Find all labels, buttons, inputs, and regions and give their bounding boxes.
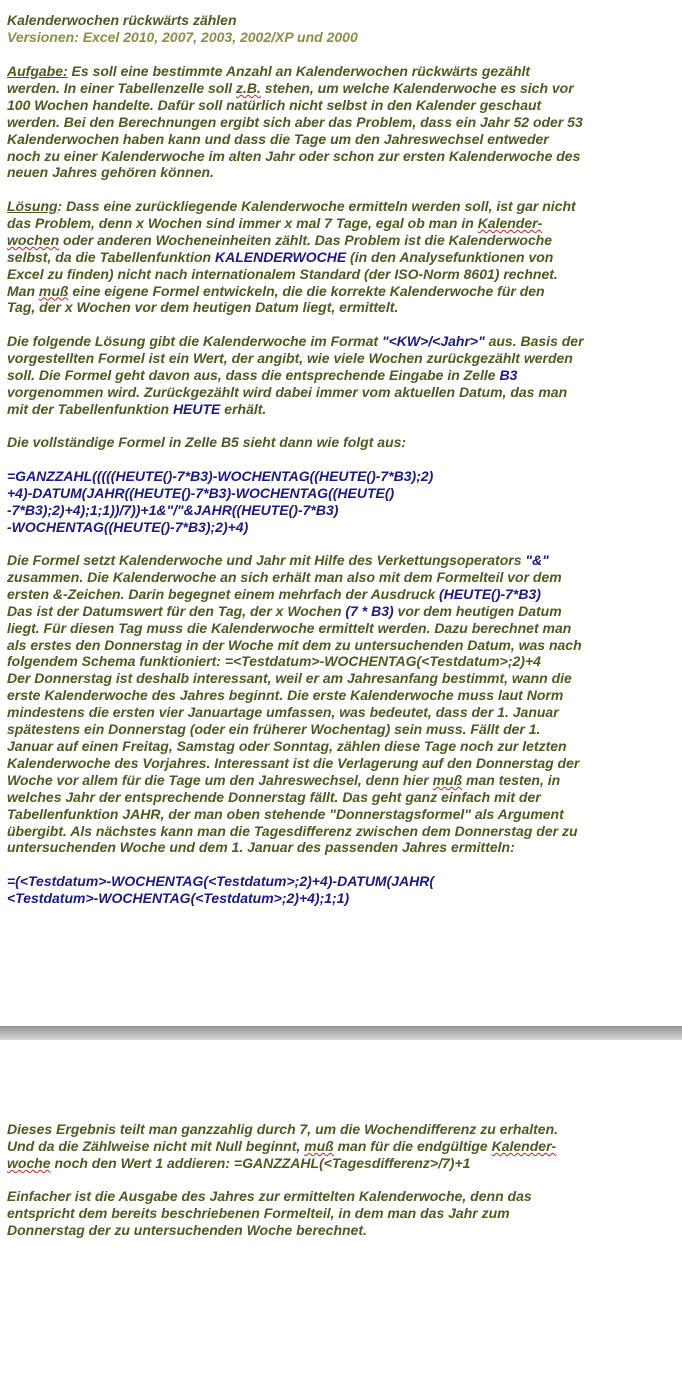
format-string: "<KW>/<Jahr>" xyxy=(381,333,485,349)
solution-text: : Dass eine zurückliegende Kalenderwoche ermitteln werden soll, ist gar nicht xyxy=(57,198,576,214)
body-text: Januar auf einen Freitag, Samstag oder Sonntag, zählen diese Tage noch zur letzten xyxy=(7,737,567,754)
explanation-paragraph xyxy=(7,552,679,856)
day-difference-formula xyxy=(7,873,679,907)
thursday-formula: =<Testdatum>-WOCHENTAG(<Testdatum>;2)+4 xyxy=(224,653,541,670)
body-text: Donnerstag der zu untersuchenden Woche berechnet. xyxy=(7,1221,367,1238)
body-text: man testen, in xyxy=(462,771,561,788)
spell-marked-word: muß xyxy=(38,282,69,299)
function-name: KALENDERWOCHE xyxy=(214,248,347,265)
solution-text: eine eigene Formel entwickeln, die die korrekte Kalenderwoche für den xyxy=(68,282,545,299)
formula-expression: (HEUTE()-7*B3) xyxy=(439,585,541,602)
version-subtitle: Versionen: Excel 2010, 2007, 2003, 2002/XP und 2000 xyxy=(7,28,358,45)
year-paragraph xyxy=(7,1188,679,1239)
task-text: werden. Bei den Berechnungen ergibt sich aber das Problem, dass ein Jahr 52 oder 53 xyxy=(7,113,583,130)
body-text: soll. Die Formel geht davon aus, dass die entsprechende Eingabe in Zelle xyxy=(7,366,500,383)
spell-marked-word: Kalender- xyxy=(477,214,543,231)
solution-text: Man xyxy=(7,282,39,299)
task-paragraph xyxy=(7,63,679,181)
body-text: vor dem heutigen Datum xyxy=(393,602,562,619)
body-text: als erstes den Donnerstag in der Woche mit dem zu untersuchenden Datum, was nach xyxy=(7,636,582,653)
solution-text: Excel zu finden) nicht nach internationalem Standard (der ISO-Norm 8601) rechnet. xyxy=(7,265,558,282)
formula-intro-paragraph xyxy=(7,434,679,451)
formula-line: +4)-DATUM(JAHR((HEUTE()-7*B3)-WOCHENTAG((HEUTE() xyxy=(7,484,395,501)
cell-reference: B3 xyxy=(499,366,518,383)
task-text: Es soll eine bestimmte Anzahl an Kalenderwochen rückwärts gezählt xyxy=(67,63,531,79)
task-text: stehen, um welche Kalenderwoche es sich vor xyxy=(260,79,574,96)
body-text: erhält. xyxy=(220,400,267,417)
solution-text: (in den Analysefunktionen von xyxy=(346,248,554,265)
formula-line: -7*B3);2)+4);1;1))/7))+1&"/"&JAHR((HEUTE()-7*B3) xyxy=(7,501,339,518)
body-text: Die Formel setzt Kalenderwoche und Jahr mit Hilfe des Verkettungsoperators xyxy=(7,552,526,568)
spell-marked-word: woche xyxy=(7,1154,51,1171)
spell-marked-word: muß xyxy=(432,771,463,788)
task-text: Kalenderwochen haben kann und dass die Tage um den Jahreswechsel entweder xyxy=(7,130,549,147)
body-text: vorgestellten Formel ist ein Wert, der angibt, wie viele Wochen zurückgezählt werden xyxy=(7,349,573,366)
solution-label: Lösung xyxy=(7,198,58,214)
body-text: entspricht dem bereits beschriebenen Formelteil, in dem man das Jahr zum xyxy=(7,1204,510,1221)
body-text: übergibt. Als nächstes kann man die Tagesdifferenz zwischen dem Donnerstag der zu xyxy=(7,822,578,839)
body-text: spätestens ein Donnerstag (oder ein früherer Wochentag) sein muss. Fällt der 1. xyxy=(7,721,541,738)
task-label: Aufgabe: xyxy=(7,63,68,79)
body-text: untersuchenden Woche und dem 1. Januar des passenden Jahres ermitteln: xyxy=(7,839,515,856)
body-text: folgendem Schema funktioniert: xyxy=(7,653,225,670)
formula-expression: (7 * B3) xyxy=(345,602,394,619)
solution-paragraph xyxy=(7,198,679,316)
body-text: vorgenommen wird. Zurückgezählt wird dabei immer vom aktuellen Datum, das man xyxy=(7,383,568,400)
body-text: Die folgende Lösung gibt die Kalenderwoche im Format xyxy=(7,333,382,349)
body-text: Woche vor allem für die Tage um den Jahreswechsel, denn hier xyxy=(7,771,433,788)
body-text: ersten &-Zeichen. Darin begegnet einem mehrfach der Ausdruck xyxy=(7,585,440,602)
page-title: Kalenderwochen rückwärts zählen xyxy=(7,12,237,28)
body-text: zusammen. Die Kalenderwoche an sich erhält man also mit dem Formelteil vor dem xyxy=(7,568,562,585)
body-text: liegt. Für diesen Tag muss die Kalenderwoche ermittelt werden. Dazu berechnet man xyxy=(7,619,572,636)
spell-marked-word: wochen xyxy=(7,231,60,248)
body-text: Einfacher ist die Ausgabe des Jahres zur ermittelten Kalenderwoche, denn das xyxy=(7,1188,532,1204)
spell-marked-word: z.B. xyxy=(236,79,261,96)
body-text: erste Kalenderwoche des Jahres beginnt. Die erste Kalenderwoche muss laut Norm xyxy=(7,687,564,704)
task-text: 100 Wochen handelte. Dafür soll natürlich nicht selbst in den Kalender geschaut xyxy=(7,96,542,113)
task-text: noch zu einer Kalenderwoche im alten Jahr oder schon zur ersten Kalenderwoche des xyxy=(7,147,581,164)
solution-text: selbst, da die Tabellenfunktion xyxy=(7,248,215,265)
task-text: neuen Jahres gehören können. xyxy=(7,164,214,181)
task-text: werden. In einer Tabellenzelle soll xyxy=(7,79,236,96)
body-text: aus. Basis der xyxy=(484,333,584,349)
operator-string: "&" xyxy=(525,552,549,568)
full-formula xyxy=(7,468,679,536)
body-text: mindestens die ersten vier Januartage umfassen, was bedeutet, dass der 1. Januar xyxy=(7,704,559,721)
formula-line: =(<Testdatum>-WOCHENTAG(<Testdatum>;2)+4)-DATUM(JAHR( xyxy=(7,873,435,889)
body-text: Die vollständige Formel in Zelle B5 sieht dann wie folgt aus: xyxy=(7,434,407,450)
spell-marked-word: Kalender- xyxy=(491,1137,557,1154)
formula-line: <Testdatum>-WOCHENTAG(<Testdatum>;2)+4);1;1) xyxy=(7,889,350,906)
body-text: Tabellenfunktion JAHR, der man oben stehende "Donnerstagsformel" als Argument xyxy=(7,805,564,822)
function-name: HEUTE xyxy=(172,400,221,417)
header-block xyxy=(7,12,679,46)
body-text: welches Jahr der entsprechende Donnerstag fällt. Das geht ganz einfach mit der xyxy=(7,788,541,805)
format-paragraph xyxy=(7,333,679,418)
body-text: Der Donnerstag ist deshalb interessant, weil er am Jahresanfang bestimmt, wann die xyxy=(7,670,572,687)
body-text: Dieses Ergebnis teilt man ganzzahlig durch 7, um die Wochendifferenz zu erhalten. xyxy=(7,1121,559,1137)
solution-text: oder anderen Wocheneinheiten zählt. Das Problem ist die Kalenderwoche xyxy=(59,231,553,248)
solution-text: Tag, der x Wochen vor dem heutigen Datum liegt, ermittelt. xyxy=(7,299,399,316)
body-text: Das ist der Datumswert für den Tag, der x Wochen xyxy=(7,602,346,619)
week-difference-paragraph xyxy=(7,1121,679,1172)
body-text: Und da die Zählweise nicht mit Null beginnt, xyxy=(7,1137,305,1154)
body-text: Kalenderwoche des Vorjahres. Interessant ist die Verlagerung auf den Donnerstag der xyxy=(7,754,580,771)
body-text: man für die endgültige xyxy=(333,1137,492,1154)
body-text: mit der Tabellenfunktion xyxy=(7,400,173,417)
formula-line: -WOCHENTAG((HEUTE()-7*B3);2)+4) xyxy=(7,518,249,535)
body-text: noch den Wert 1 addieren: =GANZZAHL(<Tagesdifferenz>/7)+1 xyxy=(50,1154,471,1171)
page-break-divider xyxy=(0,1026,682,1040)
solution-text: das Problem, denn x Wochen sind immer x mal 7 Tage, egal ob man in xyxy=(7,214,478,231)
formula-line: =GANZZAHL(((((HEUTE()-7*B3)-WOCHENTAG((HEUTE()-7*B3);2) xyxy=(7,468,434,484)
spell-marked-word: muß xyxy=(304,1137,334,1154)
